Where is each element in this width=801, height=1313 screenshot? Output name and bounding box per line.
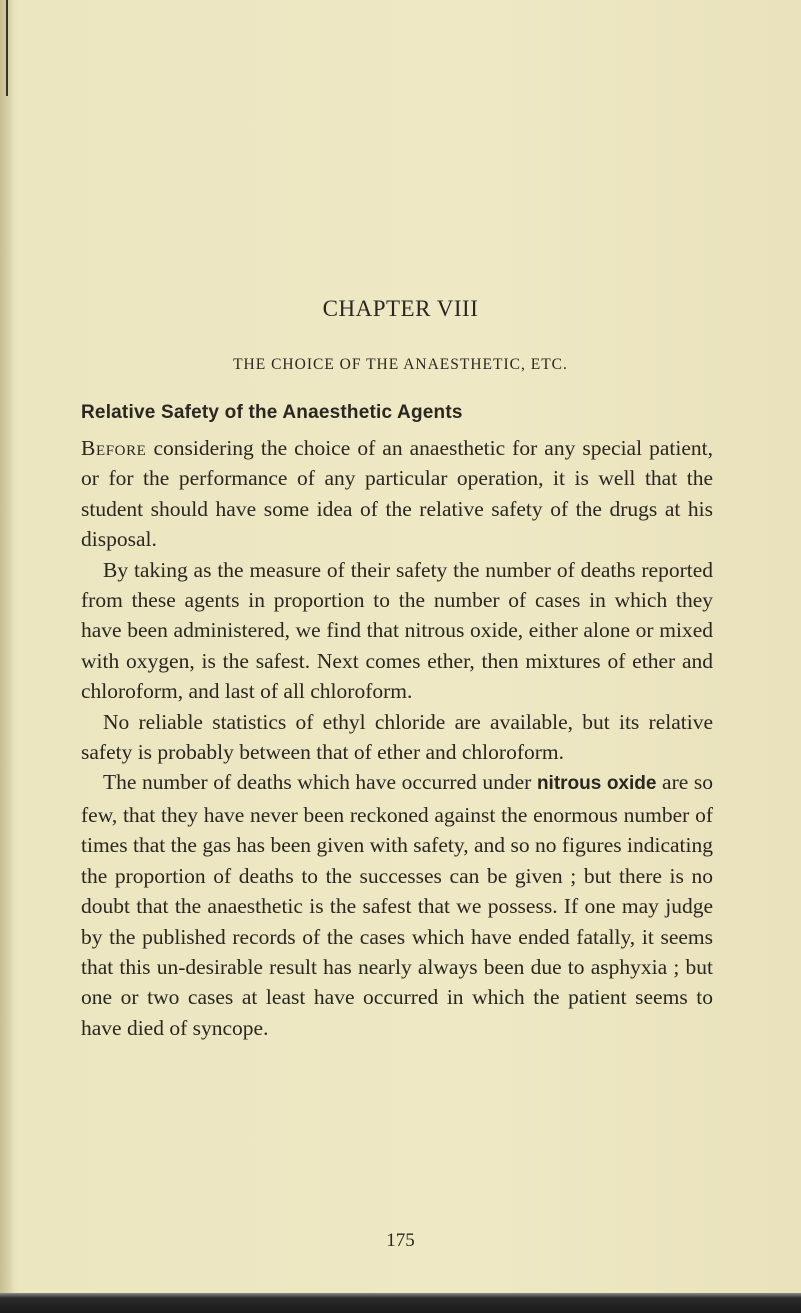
paragraph-4-emphasis: nitrous oxide [536, 773, 657, 795]
paragraph-4 [81, 767, 713, 1043]
binding-edge-mark [6, 0, 8, 96]
page-number: 175 [386, 1230, 415, 1251]
chapter-subtitle: THE CHOICE OF THE ANAESTHETIC, ETC. [233, 356, 568, 373]
paragraph-4-before: The number of deaths which have occurred under [103, 770, 537, 795]
gutter-shadow [0, 0, 14, 1313]
section-heading: Relative Safety of the Anaesthetic Agents [81, 402, 463, 423]
paragraph-4-after: are so few, that they have never been reckoned against the enormous number of times that the gas has been given with safety, and so no figures indicating the proportion of deaths to the successes can be given ; but there is no doubt that the anaesthetic is the safest that we possess. If one may judge by the published records of the cases which have ended fatally, it seems that this un-desirable result has nearly always been due to asphyxia ; but one or two cases at least have occurred in which the patient seems to have died of syncope. [81, 770, 713, 1040]
lead-word: Before [81, 436, 147, 460]
paragraph-3: No reliable statistics of ethyl chloride are available, but its relative safety is probably between that of ether and chloroform. [81, 709, 713, 765]
paragraph-1 [81, 433, 713, 555]
paragraph-2: By taking as the measure of their safety the number of deaths reported from these agents in proportion to the number of cases in which they have been administered, we find that nitrous oxide, either alone or mixed with oxygen, is the safest. Next comes ether, then mixtures of ether and chloroform, and last of all chloroform. [81, 557, 713, 704]
scan-bottom-edge [0, 1293, 801, 1313]
chapter-title: CHAPTER VIII [322, 296, 479, 321]
body-text [81, 433, 713, 1043]
paragraph-1-text: considering the choice of an anaesthetic for any special patient, or for the performance of any particular operation, it is well that the student should have some idea of the relative safety of the drugs at his disposal. [81, 436, 713, 552]
